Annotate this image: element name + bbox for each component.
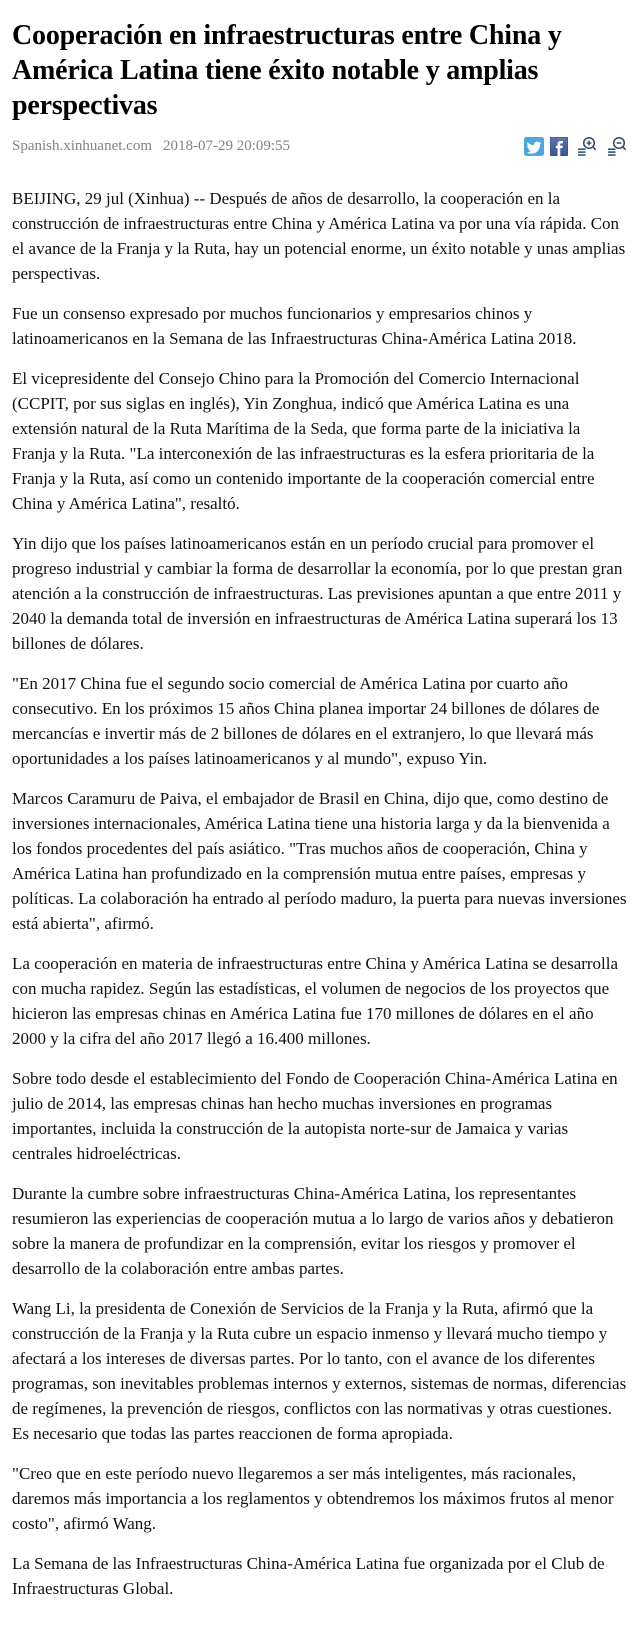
paragraph: Durante la cumbre sobre infraestructuras China-América Latina, los representantes resumieron las experiencias de cooperación mutua a lo largo de varios años y debatieron sobre la manera de profundizar en la comprensión, evitar los riesgos y promover el desarrollo de la colaboración entre ambas partes. — [12, 1184, 614, 1278]
paragraph: Yin dijo que los países latinoamericanos están en un período crucial para promover el progreso industrial y cambiar la forma de desarrollar la economía, por lo que prestan gran atención a la construcción de infraestructuras. Las previsiones apuntan a que entre 2011 y 2040 la demanda total de inversión en infraestructuras de América Latina superará los 13 billones de dólares. — [12, 534, 623, 653]
twitter-share-button[interactable] — [524, 137, 544, 156]
text-zoom-in-icon — [577, 136, 598, 156]
paragraph: "Creo que en este período nuevo llegaremos a ser más inteligentes, más racionales, daremos más importancia a los reglamentos y obtendremos los máximos frutos al menor costo", afirmó Wang. — [12, 1464, 614, 1533]
source-site-label: Spanish.xinhuanet.com — [12, 137, 152, 154]
article-body — [12, 186, 628, 1601]
publish-timestamp: 2018-07-29 20:09:55 — [162, 137, 291, 154]
text-zoom-out-icon — [607, 136, 628, 156]
paragraph: La Semana de las Infraestructuras China-América Latina fue organizada por el Club de Infraestructuras Global. — [12, 1554, 605, 1598]
article-title: Cooperación en infraestructuras entre China y América Latina tiene éxito notable y amplias perspectivas — [12, 20, 562, 121]
facebook-icon — [550, 137, 568, 156]
paragraph: "En 2017 China fue el segundo socio comercial de América Latina por cuarto año consecutivo. En los próximos 15 años China planea importar 24 billones de dólares de mercancías e invertir más de 2 billones de dólares en el extranjero, lo que llevará más oportunidades a los países latinoamericanos y al mundo", expuso Yin. — [12, 674, 600, 768]
paragraph: BEIJING, 29 jul (Xinhua) -- Después de años de desarrollo, la cooperación en la construcción de infraestructuras entre China y América Latina va por una vía rápida. Con el avance de la Franja y la Ruta, hay un potencial enorme, un éxito notable y unas amplias perspectivas. — [12, 189, 626, 283]
paragraph: Fue un consenso expresado por muchos funcionarios y empresarios chinos y latinoamericanos en la Semana de las Infraestructuras China-América Latina 2018. — [12, 304, 577, 348]
paragraph: El vicepresidente del Consejo Chino para la Promoción del Comercio Internacional (CCPIT, por sus siglas en inglés), Yin Zonghua, indicó que América Latina es una extensión natural de la Ruta Marítima de la Seda, que forma parte de la iniciativa la Franja y la Ruta. "La interconexión de las infraestructuras es la esfera prioritaria de la Franja y la Ruta, así como un contenido importante de la cooperación comercial entre China y América Latina", resaltó. — [12, 369, 595, 513]
facebook-share-button[interactable] — [550, 137, 568, 156]
share-toolbar — [524, 136, 628, 156]
paragraph: Marcos Caramuru de Paiva, el embajador de Brasil en China, dijo que, como destino de inversiones internacionales, América Latina tiene una historia larga y da la bienvenida a los fondos procedentes del país asiático. "Tras muchos años de cooperación, China y América Latina han profundizado en la comprensión mutua entre países, empresas y políticas. La colaboración ha entrado al período maduro, la puerta para nuevas inversiones está abierta", afirmó. — [12, 789, 627, 933]
paragraph: Wang Li, la presidenta de Conexión de Servicios de la Franja y la Ruta, afirmó que la construcción de la Franja y la Ruta cubre un espacio inmenso y llevará mucho tiempo y afectará a los intereses de diversas partes. Por lo tanto, con el avance de los diferentes programas, son inevitables problemas internos y externos, sistemas de normas, diferencias de regímenes, la prevención de riesgos, conflictos con las normativas y otras cuestiones. Es necesario que todas las partes reaccionen de forma apropiada. — [12, 1299, 627, 1443]
twitter-icon — [524, 137, 544, 156]
paragraph: La cooperación en materia de infraestructuras entre China y América Latina se desarrolla con mucha rapidez. Según las estadísticas, el volumen de negocios de los proyectos que hicieron las empresas chinas en América Latina fue 170 millones de dólares en el año 2000 y la cifra del año 2017 llegó a 16.400 millones. — [12, 954, 619, 1048]
article-meta-row — [12, 135, 628, 157]
font-zoom-out-button[interactable] — [607, 136, 628, 156]
paragraph: Sobre todo desde el establecimiento del Fondo de Cooperación China-América Latina en julio de 2014, las empresas chinas han hecho muchas inversiones en programas importantes, incluida la construcción de la autopista norte-sur de Jamaica y varias centrales hidroeléctricas. — [12, 1069, 618, 1163]
font-zoom-in-button[interactable] — [577, 136, 598, 156]
